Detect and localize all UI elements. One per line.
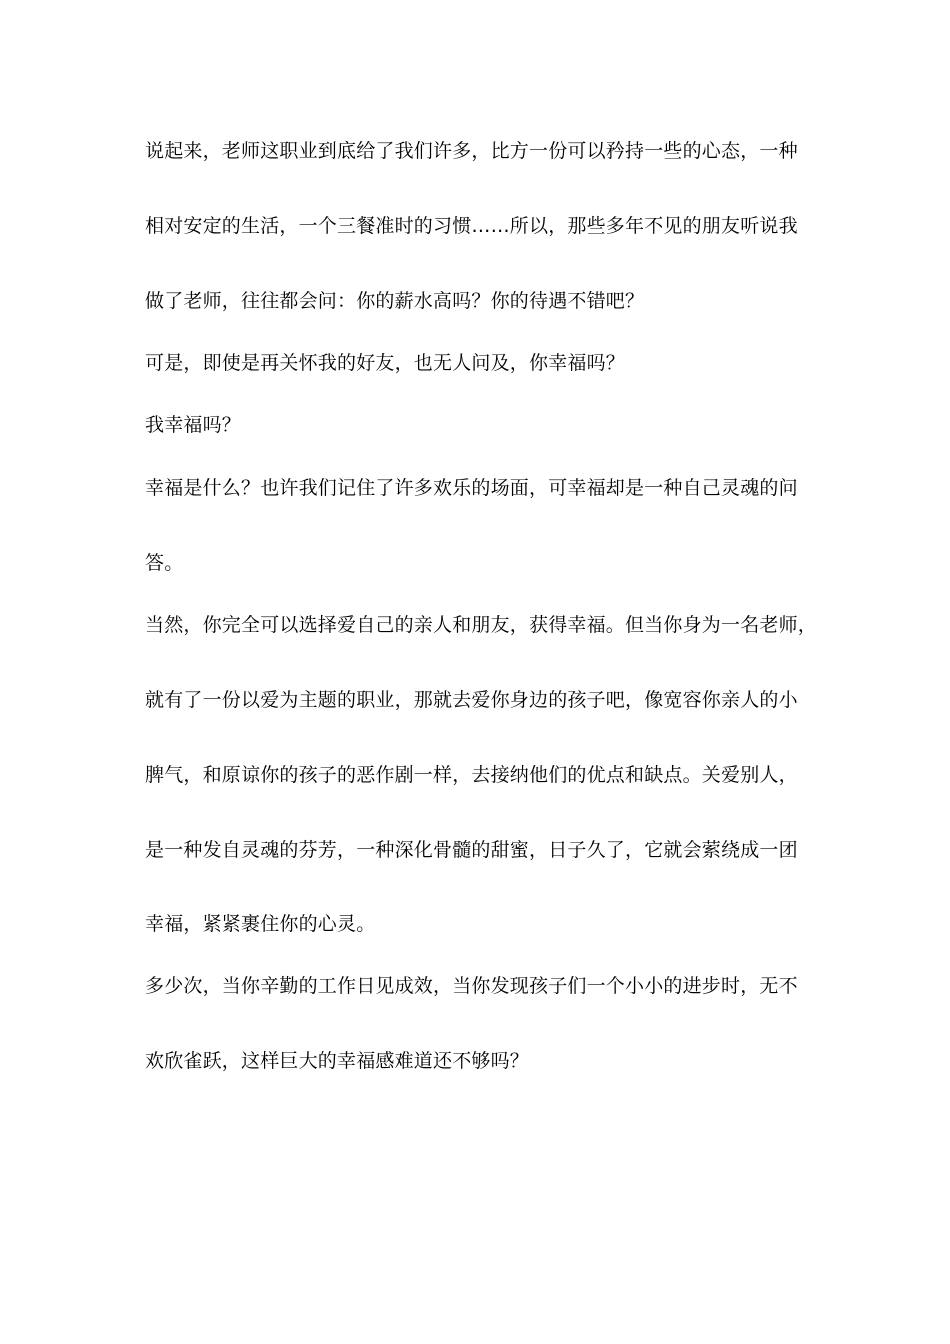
paragraph-2-line-1: 可是，即使是再关怀我的好友，也无人问及，你幸福吗？	[145, 352, 626, 374]
paragraph-1-line-1: 说起来，老师这职业到底给了我们许多，比方一份可以矜持一些的心态，一种	[145, 140, 798, 162]
paragraph-6-line-1: 多少次，当你辛勤的工作日见成效，当你发现孩子们一个小小的进步时，无不	[145, 975, 798, 997]
paragraph-6-line-2: 欢欣雀跃，这样巨大的幸福感难道还不够吗？	[145, 1050, 530, 1072]
paragraph-4-line-1: 幸福是什么？也许我们记住了许多欢乐的场面，可幸福却是一种自己灵魂的问	[145, 477, 798, 499]
paragraph-1-line-3: 做了老师，往往都会问：你的薪水高吗？你的待遇不错吧？	[145, 290, 645, 312]
paragraph-5-line-3: 脾气，和原谅你的孩子的恶作剧一样，去接纳他们的优点和缺点。关爱别人，	[145, 764, 798, 786]
paragraph-5-line-4: 是一种发自灵魂的芬芳，一种深化骨髓的甜蜜，日子久了，它就会萦绕成一团	[145, 839, 798, 861]
paragraph-5-line-5: 幸福，紧紧裹住你的心灵。	[145, 913, 376, 935]
paragraph-5-line-2: 就有了一份以爱为主题的职业，那就去爱你身边的孩子吧，像宽容你亲人的小	[145, 689, 798, 711]
paragraph-5-line-1: 当然，你完全可以选择爱自己的亲人和朋友，获得幸福。但当你身为一名老师，	[145, 614, 818, 636]
paragraph-3-line-1: 我幸福吗？	[145, 414, 242, 436]
paragraph-4-line-2: 答。	[145, 552, 184, 574]
paragraph-1-line-2: 相对安定的生活，一个三餐准时的习惯……所以，那些多年不见的朋友听说我	[145, 215, 798, 237]
